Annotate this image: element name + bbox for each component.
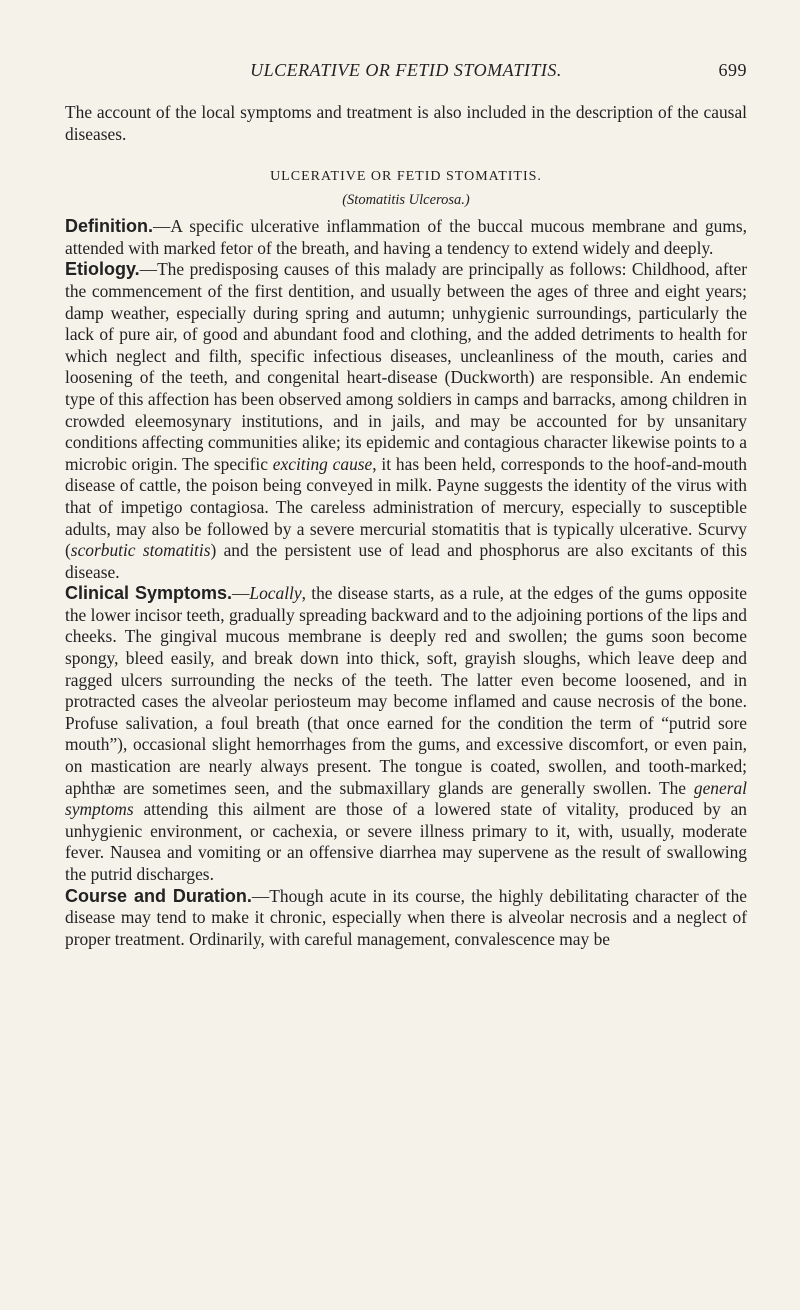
etiology-italic-scorbutic: scorbutic stomatitis <box>70 540 211 561</box>
etiology-paragraph <box>65 259 747 583</box>
section-title: ULCERATIVE OR FETID STOMATITIS. <box>270 169 542 185</box>
clinical-text-3: attending this ailment are those of a lowered state of vitality, produced by an unhygienic environment, or cachexia, or severe illness primary to it, with, usually, moderate fever. Nausea and vomiting or an offensive diarrhea may supervene as the result of swallowing the putrid discharges. <box>65 799 747 884</box>
clinical-italic-locally: Locally <box>249 583 302 604</box>
etiology-text-1: —The predisposing causes of this malady are principally as follows: Childhood, after the commencement of the first dentition, and usually between the ages of three and eight years; damp weather, especially during spring and autumn; unhygienic surroundings, particularly the lack of pure air, of good and abundant food and clothing, and the added detriments to health for which neglect and filth, specific infectious diseases, uncleanliness of the mouth, caries and loosening of the teeth, and congenital heart-disease (Duckworth) are responsible. An endemic type of this affection has been observed among soldiers in camps and barracks, among children in crowded eleemosynary institutions, and in jails, and may be accounted for by unsanitary conditions affecting communities alike; its epidemic and contagious character likewise points to a microbic origin. The specific <box>65 259 747 474</box>
definition-heading: Definition. <box>65 216 153 237</box>
clinical-italic-general-symptoms: general symptoms <box>65 777 747 820</box>
definition-text: —A specific ulcerative inflammation of the buccal mucous membrane and gums, attended with marked fetor of the breath, and having a tendency to extend widely and deeply. <box>65 216 747 258</box>
running-head <box>65 60 747 90</box>
etiology-text-3: ) and the persistent use of lead and phosphorus are also excitants of this disease. <box>65 540 747 582</box>
etiology-heading: Etiology. <box>65 259 140 280</box>
etiology-italic-exciting-cause: exciting cause <box>272 453 373 474</box>
course-text: —Though acute in its course, the highly debilitating character of the disease may tend to make it chronic, especially when there is alveolar necrosis and a neglect of proper treatment. Ordinarily, with careful management, convalescence may be <box>65 885 747 949</box>
clinical-paragraph <box>65 583 747 885</box>
clinical-heading: Clinical Symptoms. <box>65 583 233 604</box>
running-title: ULCERATIVE OR FETID STOMATITIS. <box>250 60 562 80</box>
course-heading: Course and Duration. <box>65 885 252 906</box>
course-paragraph <box>65 886 747 951</box>
definition-paragraph <box>65 216 747 259</box>
clinical-text-1: — <box>232 583 250 604</box>
page <box>65 60 747 950</box>
intro-paragraph: The account of the local symptoms and treatment is also included in the description of the causal diseases. <box>65 102 747 144</box>
section-subtitle: (Stomatitis Ulcerosa.) <box>342 192 470 209</box>
clinical-text-2: , the disease starts, as a rule, at the edges of the gums opposite the lower incisor teeth, gradually spreading backward and to the adjoining portions of the lips and cheeks. The gingival mucous membrane is deeply red and swollen; the gums soon become spongy, bleed easily, and break down into thick, soft, grayish sloughs, which leave deep and ragged ulcers surrounding the necks of the teeth. The latter even become loosened, and in protracted cases the alveolar periosteum may become inflamed and cause necrosis of the bone. Profuse salivation, a foul breath (that once earned for the condition the term of “putrid sore mouth”), occasional slight hemorrhages from the gums, and excessive discomfort, or even pain, on mastication are nearly always present. The tongue is coated, swollen, and tooth-marked; aphthæ are sometimes seen, and the submaxillary glands are generally swollen. The <box>65 583 747 798</box>
etiology-text-2: , it has been held, corresponds to the hoof-and-mouth disease of cattle, the poison being conveyed in milk. Payne suggests the identity of the virus with that of impetigo contagiosa. The careless administration of mercury, especially to susceptible adults, may also be followed by a severe mercurial stomatitis that is typically ulcerative. Scurvy ( <box>65 453 747 561</box>
page-number: 699 <box>718 60 747 80</box>
